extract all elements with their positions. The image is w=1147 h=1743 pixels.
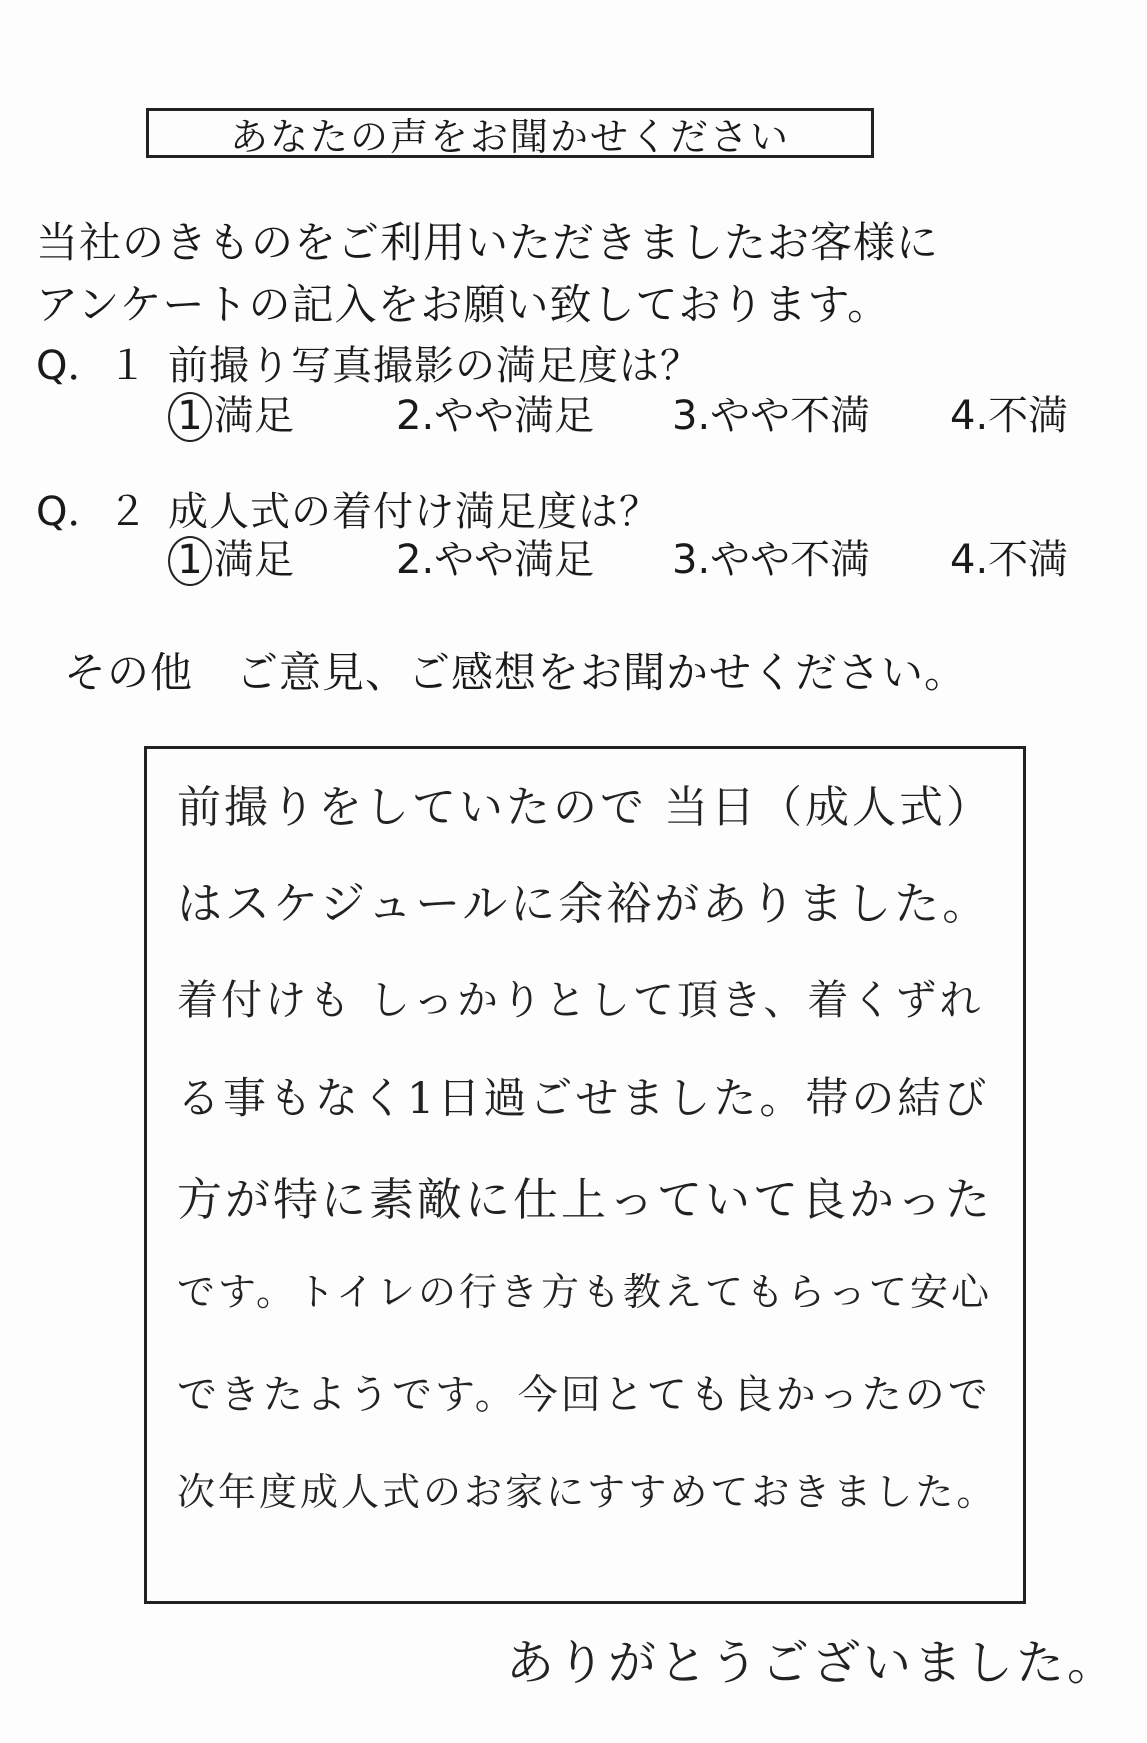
option-label: やや満足 (434, 393, 595, 439)
option-label: 満足 (214, 537, 294, 583)
option-somewhat-dissatisfied[interactable] (672, 384, 870, 441)
option-label: 満足 (214, 393, 294, 439)
option-number: 2. (396, 537, 435, 583)
option-dissatisfied[interactable] (950, 384, 1068, 441)
handwritten-line: る事もなく1日過ごせました。帯の結び (177, 1074, 990, 1124)
handwritten-thanks: ありがとうございました。 (506, 1635, 1119, 1691)
handwritten-line: 方が特に素敵に仕上っていて良かった (177, 1173, 994, 1226)
option-somewhat-satisfied[interactable] (396, 384, 594, 441)
option-satisfied[interactable] (168, 528, 294, 586)
option-label: 不満 (988, 537, 1069, 583)
option-label: やや不満 (710, 393, 871, 439)
question-number: Q．１ (36, 343, 148, 389)
intro-line: アンケートの記入をお願い致しております。 (36, 280, 891, 329)
option-number-circled: 1 (168, 392, 212, 442)
option-dissatisfied[interactable] (950, 528, 1068, 585)
survey-title (146, 108, 874, 158)
handwritten-line: はスケジュールに余裕がありました。 (177, 877, 991, 930)
option-somewhat-satisfied[interactable] (396, 528, 594, 585)
question-text: 前撮り写真撮影の満足度は？ (168, 343, 701, 389)
option-number: 2. (396, 393, 435, 439)
option-label: やや満足 (434, 537, 595, 583)
option-label: 不満 (988, 393, 1069, 439)
handwritten-line: 次年度成人式のお家にすすめておきました。 (177, 1470, 998, 1514)
handwritten-line: 前撮りをしていたので 当日（成人式） (177, 782, 993, 833)
question-1 (36, 334, 701, 391)
question-number: Q．２ (36, 489, 148, 535)
question-text: 成人式の着付け満足度は？ (168, 489, 660, 535)
option-number: 4. (950, 537, 989, 583)
option-label: やや不満 (710, 537, 871, 583)
handwritten-line: できたようです。今回とても良かったので (177, 1372, 991, 1418)
option-satisfied[interactable] (168, 384, 294, 442)
handwritten-line: 着付けも しっかりとして頂き、着くずれ (177, 976, 984, 1024)
option-somewhat-dissatisfied[interactable] (672, 528, 870, 585)
option-number: 4. (950, 393, 989, 439)
option-number: 3. (672, 393, 711, 439)
intro-line: 当社のきものをご利用いただきましたお客様に (36, 218, 940, 267)
comment-answer-box[interactable] (144, 746, 1026, 1604)
option-number: 3. (672, 537, 711, 583)
other-comments-prompt: その他 ご意見、ご感想をお聞かせください。 (64, 648, 968, 697)
intro-text (36, 212, 939, 336)
option-number-circled: 1 (168, 536, 212, 586)
survey-title-text: あなたの声をお聞かせください (229, 114, 790, 159)
handwritten-line: です。トイレの行き方も教えてもらって安心 (177, 1270, 993, 1314)
